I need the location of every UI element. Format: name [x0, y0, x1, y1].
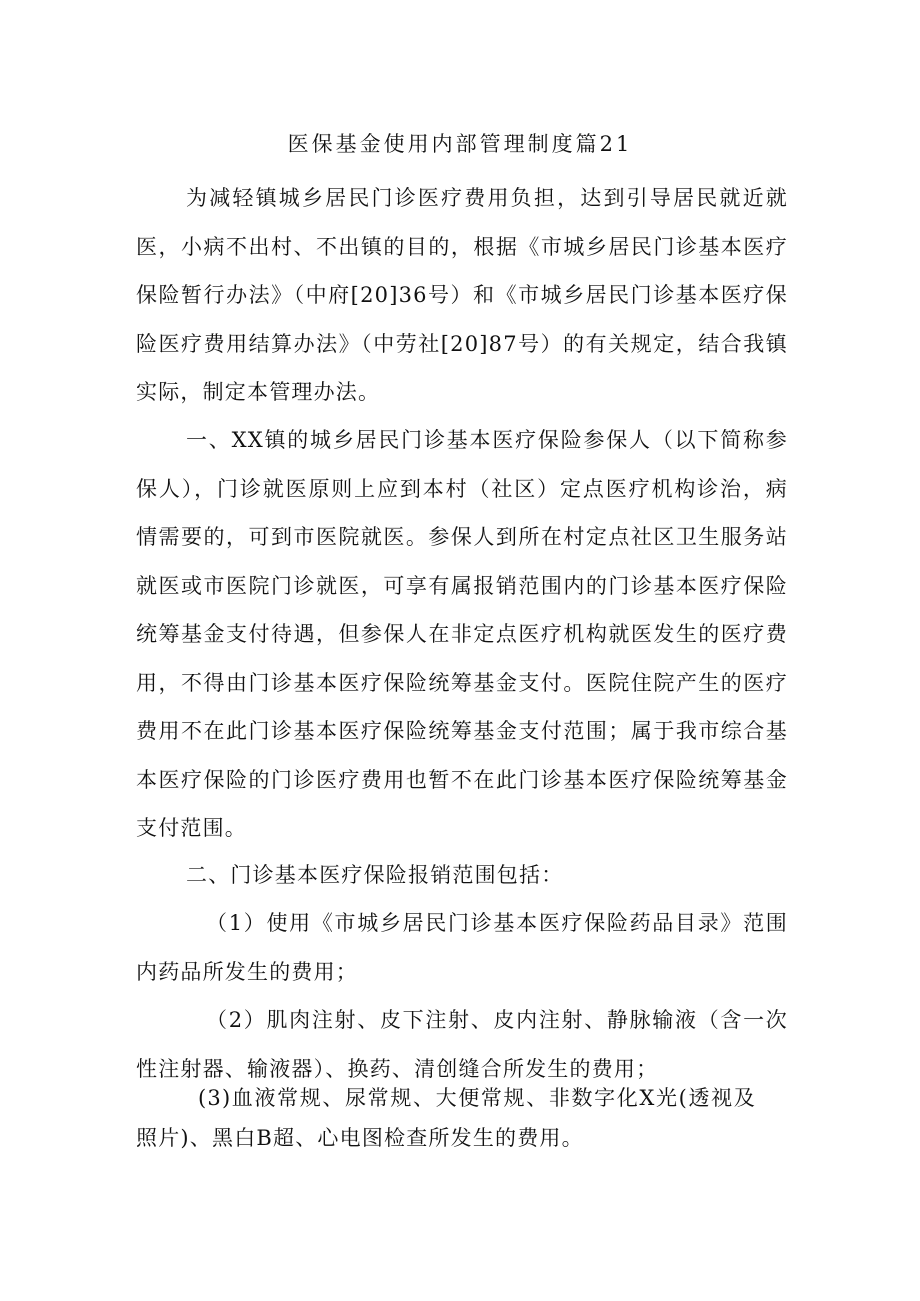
paragraph-item-2: （2）肌肉注射、皮下注射、皮内注射、静脉输液（含一次性注射器、输液器）、换药、清创缝合所发生的费用； [136, 1008, 788, 1081]
paragraph-intro: 为减轻镇城乡居民门诊医疗费用负担，达到引导居民就近就医，小病不出村、不出镇的目的，根据《市城乡居民门诊基本医疗保险暂行办法》（中府[20]36号）和《市城乡居民门诊基本医疗保险医疗费用结算办法》（中劳社[20]87号）的有关规定，结合我镇实际，制定本管理办法。 [136, 186, 788, 404]
paragraph-section-2-heading: 二、门诊基本医疗保险报销范围包括： [186, 863, 564, 887]
paragraph-item-1: （1）使用《市城乡居民门诊基本医疗保险药品目录》范围内药品所发生的费用； [136, 911, 788, 984]
paragraph-section-1: 一、XX镇的城乡居民门诊基本医疗保险参保人（以下简称参保人），门诊就医原则上应到本村（社区）定点医疗机构诊治，病情需要的，可到市医院就医。参保人到所在村定点社区卫生服务站就医或市医院门诊就医，可享有属报销范围内的门诊基本医疗保险统筹基金支付待遇，但参保人在非定点医疗机构就医发生的医疗费用，不得由门诊基本医疗保险统筹基金支付。医院住院产生的医疗费用不在此门诊基本医疗保险统筹基金支付范围；属于我市综合基本医疗保险的门诊医疗费用也暂不在此门诊基本医疗保险统筹基金支付范围。 [136, 428, 788, 840]
paragraph-item-3: (3)血液常规、尿常规、大便常规、非数字化X光(透视及照片)、黑白B超、心电图检查所发生的费用。 [136, 1086, 756, 1150]
document-title: 医保基金使用内部管理制度篇21 [287, 132, 633, 156]
